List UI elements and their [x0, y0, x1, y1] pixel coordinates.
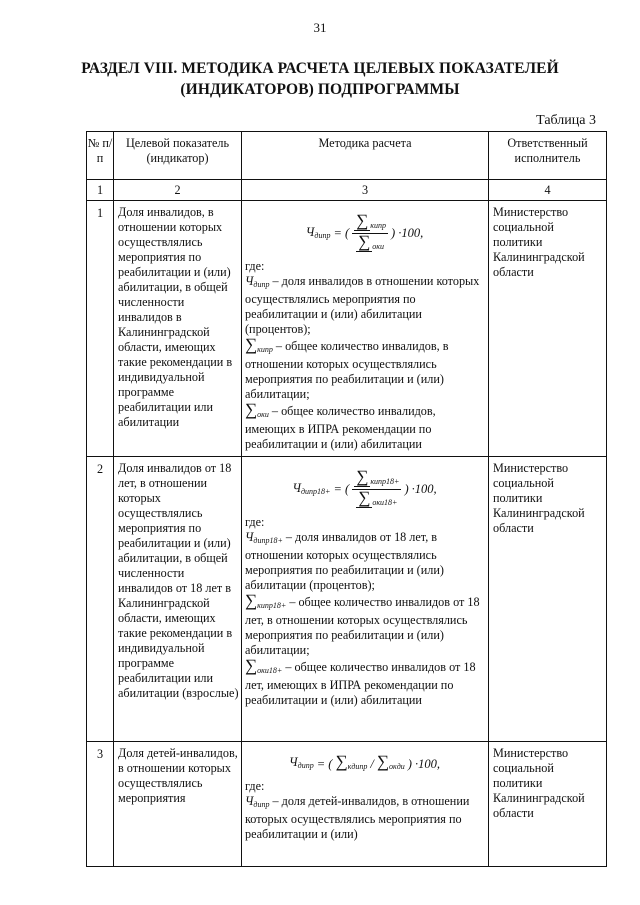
column-number-row — [87, 180, 607, 201]
header-num: № п/п — [87, 132, 114, 180]
indicator-cell: Доля инвалидов, в отношении которых осуществлялись мероприятия по реабилитации и (или) абилитации, в общей численности инвалидов в Калининградской области, имеющих такие рекомендации в индивидуальной программе реабилитации или абилитации — [114, 201, 242, 457]
formula: $Ч_{дипр}$ = ( ∑ $_{кипр}$ ∑ $_{оки}$ ) ·100, — [305, 211, 424, 251]
definition: $Ч_{дипр}$ – доля инвалидов в отношении которых осуществлялись мероприятия по реабилитации и (или) абилитации (процентов); — [245, 274, 480, 336]
sigma-icon: ∑ — [358, 232, 371, 251]
sigma-icon: ∑ — [376, 752, 389, 771]
table-label: Таблица 3 — [536, 113, 596, 128]
sigma-icon: ∑ — [356, 467, 369, 486]
formula: $Ч_{дипр18+}$ = ( ∑ $_{кипр18+}$ ∑ $_{оки18+}$ ) ·100, — [292, 467, 437, 507]
indicator-cell: Доля детей-инвалидов, в отношении которых осуществлялись мероприятия — [114, 742, 242, 867]
col-number: 2 — [114, 180, 242, 201]
sigma-icon: ∑ — [356, 211, 369, 230]
sigma-icon: ∑ — [358, 488, 371, 507]
table-row — [87, 742, 607, 867]
definition: $\sum_{оки}$ – общее количество инвалидов, имеющих в ИПРА рекомендации по реабилитации и (или) абилитации — [245, 400, 436, 451]
definition: $Ч_{дипр18+}$ – доля инвалидов от 18 лет, в отношении которых осуществлялись мероприятия по реабилитации и (или) абилитации (процентов); — [245, 530, 444, 592]
row-number: 1 — [87, 201, 114, 457]
sigma-icon: ∑ — [335, 752, 348, 771]
page-number: 31 — [313, 20, 327, 35]
col-number: 4 — [489, 180, 607, 201]
definition: $\sum_{кипр}$ – общее количество инвалидов, в отношении которых осуществлялись мероприятия по реабилитации и (или) абилитации; — [245, 335, 449, 401]
col-number: 1 — [87, 180, 114, 201]
table-row — [87, 201, 607, 457]
header-indicator: Целевой показатель (индикатор) — [114, 132, 242, 180]
indicator-cell: Доля инвалидов от 18 лет, в отношении которых осуществлялись мероприятия по реабилитации и (или) абилитации, в общей численности инвалидов от 18 лет в Калининградской области, имеющих такие рекомендации в индивидуальной программе реабилитации или абилитации (взрослые) — [114, 457, 242, 742]
method-cell — [242, 457, 489, 742]
header-method: Методика расчета — [242, 132, 489, 180]
definition: $\sum_{кипр18+}$ – общее количество инвалидов от 18 лет, в отношении которых осуществлялись мероприятия по реабилитации и (или) абилитации; — [245, 591, 480, 657]
section-title: РАЗДЕЛ VIII. МЕТОДИКА РАСЧЕТА ЦЕЛЕВЫХ ПОКАЗАТЕЛЕЙ (ИНДИКАТОРОВ) ПОДПРОГРАММЫ — [81, 60, 559, 98]
indicators-table — [86, 131, 607, 867]
where-label: где: — [245, 779, 265, 793]
method-cell — [242, 201, 489, 457]
where-label: где: — [245, 515, 265, 529]
header-executor: Ответственный исполнитель — [489, 132, 607, 180]
executor-cell: Министерство социальной политики Калининградской области — [489, 742, 607, 867]
row-number: 2 — [87, 457, 114, 742]
sigma-icon: ∑ — [245, 656, 258, 675]
col-number: 3 — [242, 180, 489, 201]
sigma-icon: ∑ — [245, 591, 258, 610]
method-cell — [242, 742, 489, 867]
definition: $Ч_{дипр}$ – доля детей-инвалидов, в отношении которых осуществлялись мероприятия по реабилитации и (или) — [245, 794, 470, 841]
row-number: 3 — [87, 742, 114, 867]
executor-cell: Министерство социальной политики Калининградской области — [489, 201, 607, 457]
sigma-icon: ∑ — [245, 335, 258, 354]
definition: $\sum_{оки18+}$ – общее количество инвалидов от 18 лет, имеющих в ИПРА рекомендации по реабилитации и (или) абилитации — [245, 656, 476, 707]
sigma-icon: ∑ — [245, 400, 258, 419]
formula: $Ч_{дипр}$ = ( $\sum_{кдипр}$ / $\sum_{окди}$ ) ·100, — [289, 752, 440, 771]
table-header-row — [87, 132, 607, 180]
table-row — [87, 457, 607, 742]
where-label: где: — [245, 259, 265, 273]
executor-cell: Министерство социальной политики Калининградской области — [489, 457, 607, 742]
